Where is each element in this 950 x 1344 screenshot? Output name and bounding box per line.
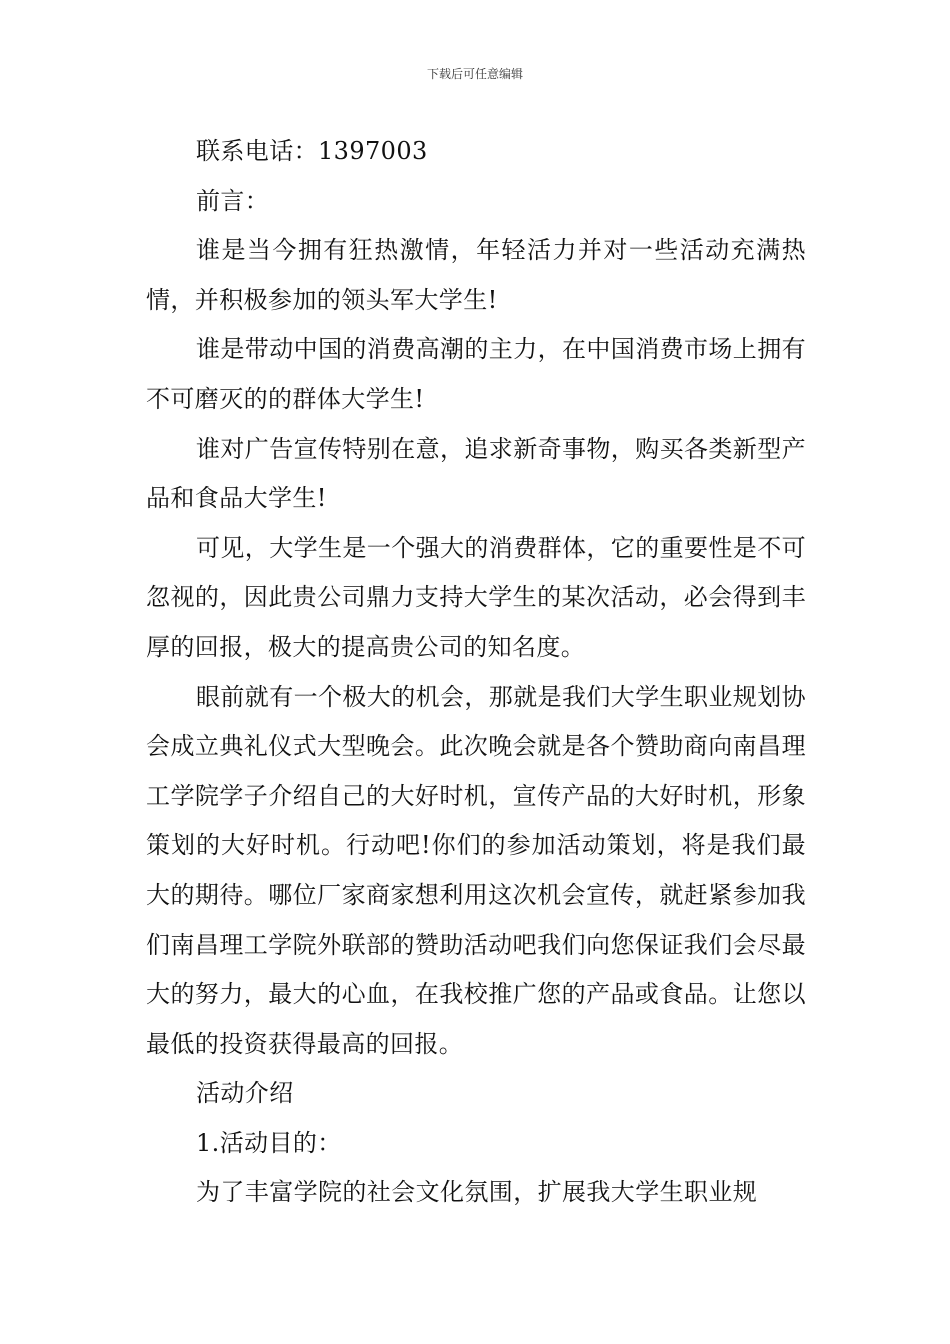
preface-heading: 前言： xyxy=(196,186,270,215)
section-heading: 活动介绍 xyxy=(196,1079,294,1108)
contact-phone-line: 联系电话：1397003 xyxy=(196,137,428,165)
paragraph: 眼前就有一个极大的机会，那就是我们大学生职业规划协会成立典礼仪式大型晚会。此次晚会就是各个赞助商向南昌理工学院学子介绍自己的大好时机，宣传产品的大好时机，形象策划的大好时机。行动吧!你们的参加活动策划，将是我们最大的期待。哪位厂家商家想利用这次机会宣传，就赶紧参加我们南昌理工学院外联部的赞助活动吧我们向您保证我们会尽最大的努力，最大的心血，在我校推广您的产品或食品。让您以最低的投资获得最高的回报。 xyxy=(146,682,806,1058)
paragraph: 谁对广告宣传特别在意，追求新奇事物，购买各类新型产品和食品大学生! xyxy=(146,434,806,513)
paragraph: 谁是当今拥有狂热激情，年轻活力并对一些活动充满热情，并积极参加的领头军大学生! xyxy=(146,236,806,314)
paragraph: 为了丰富学院的社会文化氛围，扩展我大学生职业规 xyxy=(196,1178,758,1207)
paragraph: 可见，大学生是一个强大的消费群体，它的重要性是不可忽视的，因此贵公司鼎力支持大学生的某次活动，必会得到丰厚的回报，极大的提高贵公司的知名度。 xyxy=(146,533,806,661)
subsection-heading: 1.活动目的： xyxy=(196,1128,342,1157)
document-body xyxy=(146,127,806,1218)
paragraph: 谁是带动中国的消费高潮的主力，在中国消费市场上拥有不可磨灭的的群体大学生! xyxy=(146,335,806,413)
page-header: 下载后可任意编辑 xyxy=(426,67,523,81)
